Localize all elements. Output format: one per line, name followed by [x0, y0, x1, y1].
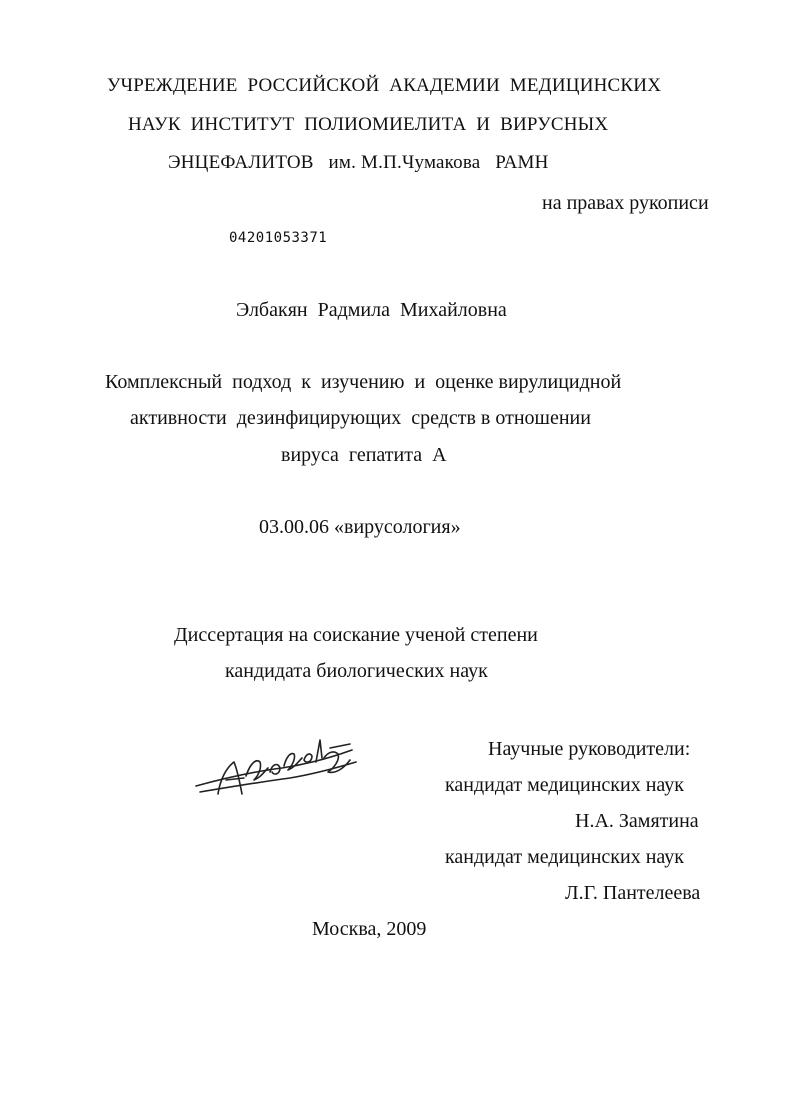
supervisor-2-title: кандидат медицинских наук — [445, 846, 684, 868]
author-name: Элбакян Радмила Михайловна — [236, 299, 507, 321]
supervisor-2-name: Л.Г. Пантелеева — [565, 882, 701, 904]
supervisor-1-title: кандидат медицинских наук — [445, 774, 684, 796]
institution-line-2: НАУК ИНСТИТУТ ПОЛИОМИЕЛИТА И ВИРУСНЫХ — [128, 114, 609, 135]
institution-line-1: УЧРЕЖДЕНИЕ РОССИЙСКОЙ АКАДЕМИИ МЕДИЦИНСКИХ — [107, 75, 662, 96]
place-and-year: Москва, 2009 — [312, 918, 427, 940]
dissertation-title-line-1: Комплексный подход к изучению и оценке вирулицидной — [105, 371, 622, 393]
dissertation-title-line-3: вируса гепатита А — [281, 444, 447, 466]
degree-line-2: кандидата биологических наук — [225, 660, 488, 682]
institution-line-3: ЭНЦЕФАЛИТОВ им. М.П.Чумакова РАМН — [168, 152, 549, 173]
specialty-code: 03.00.06 «вирусология» — [259, 516, 461, 538]
registration-number: 04201053371 — [229, 230, 328, 246]
handwritten-signature — [190, 728, 360, 808]
supervisor-1-name: Н.А. Замятина — [575, 810, 699, 832]
degree-line-1: Диссертация на соискание ученой степени — [174, 624, 538, 646]
manuscript-note: на правах рукописи — [542, 192, 709, 214]
supervisors-heading: Научные руководители: — [488, 738, 691, 760]
dissertation-title-line-2: активности дезинфицирующих средств в отношении — [130, 407, 591, 429]
